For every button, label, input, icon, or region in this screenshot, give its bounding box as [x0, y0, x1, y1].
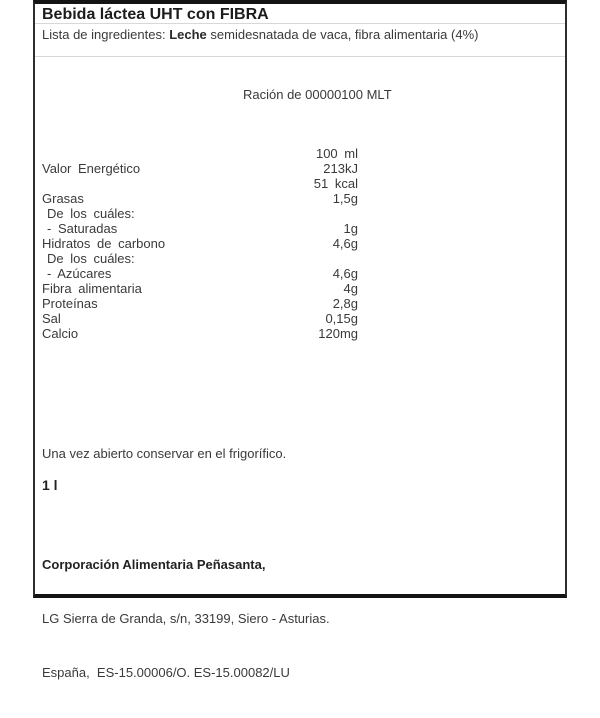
ingredients-line [42, 27, 478, 42]
nutrition-row-sugars: - Azúcares 4,6g [47, 266, 358, 281]
nutrition-column-header: 100 ml [315, 146, 358, 161]
manufacturer-address: LG Sierra de Granda, s/n, 33199, Siero - Asturias. [42, 611, 330, 626]
manufacturer-name: Corporación Alimentaria Peñasanta, [42, 557, 266, 572]
ingredients-rest: semidesnatada de vaca, fibra alimentaria (4%) [206, 27, 479, 42]
nutrition-row-energy-kcal: 51 kcal [313, 176, 358, 191]
nutrition-row-fat: Grasas 1,5g [42, 191, 358, 206]
nutrition-table [42, 146, 358, 341]
nutrition-row-of-which-fat: De los cuáles: [47, 206, 135, 221]
nutrition-row-salt: Sal 0,15g [42, 311, 358, 326]
nutrition-row-energy: Valor Energético 213kJ [42, 161, 358, 176]
separator-line [35, 23, 565, 24]
product-label [33, 0, 567, 680]
separator-line [35, 56, 565, 57]
manufacturer-block [42, 520, 330, 718]
nutrition-header-row [42, 146, 358, 161]
nutrition-row-of-which-carbs: De los cuáles: [47, 251, 135, 266]
nutrition-row-saturates: - Saturadas 1g [47, 221, 358, 236]
serving-size: Ración de 00000100 MLT [243, 87, 392, 102]
ingredients-main-ingredient: Leche [169, 27, 207, 42]
manufacturer-registration: España, ES-15.00006/O. ES-15.00082/LU [42, 665, 290, 680]
net-quantity: 1 l [42, 477, 58, 493]
storage-note: Una vez abierto conservar en el frigorífico. [42, 446, 287, 461]
ingredients-prefix: Lista de ingredientes: [42, 27, 170, 42]
nutrition-row-fibre: Fibra alimentaria 4g [42, 281, 358, 296]
product-title: Bebida láctea UHT con FIBRA [42, 6, 269, 23]
nutrition-row-carbohydrate: Hidratos de carbono 4,6g [42, 236, 358, 251]
nutrition-row-calcium: Calcio 120mg [42, 326, 358, 341]
nutrition-row-protein: Proteínas 2,8g [42, 296, 358, 311]
